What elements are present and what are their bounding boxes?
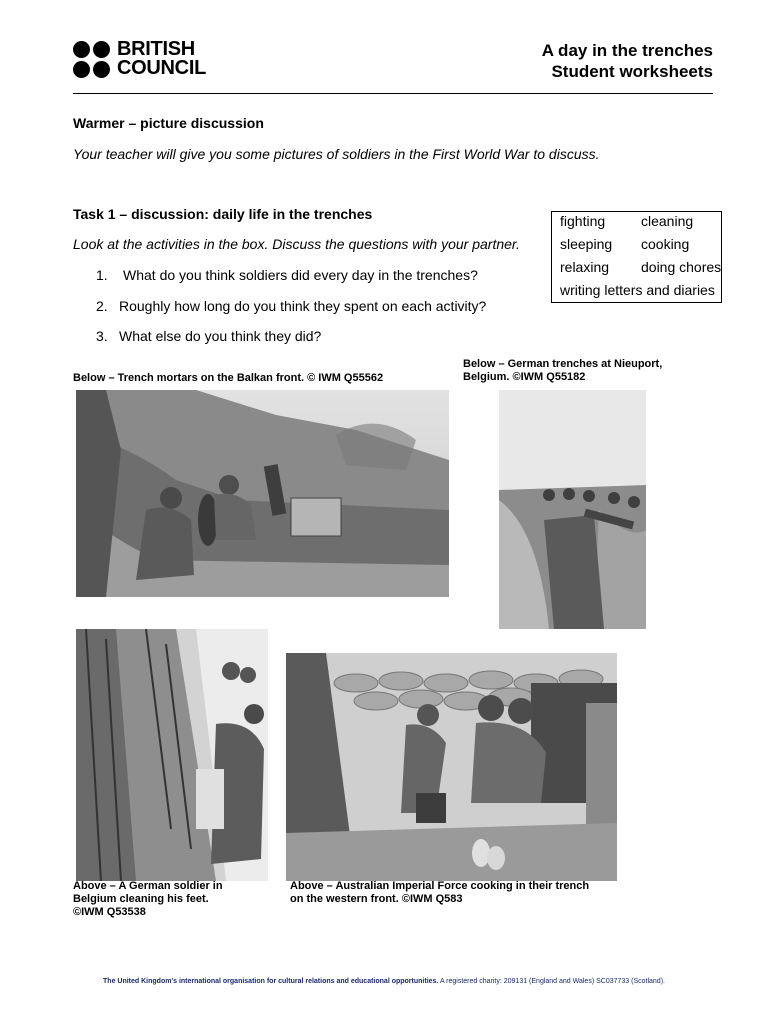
word-row-2: sleeping cooking — [560, 236, 690, 252]
word-row-4: writing letters and diaries — [560, 282, 715, 298]
photo-australian-cooking — [286, 653, 617, 881]
question-1: 1. What do you think soldiers did every day in the trenches? — [96, 267, 478, 283]
logo-dots-icon — [73, 41, 111, 79]
title-line-1: A day in the trenches — [541, 41, 713, 60]
logo-line-1: BRITISH — [117, 38, 195, 60]
question-3: 3. What else do you think they did? — [96, 328, 322, 344]
question-2: 2. Roughly how long do you think they spent on each activity? — [96, 298, 487, 314]
page-footer — [0, 978, 768, 985]
warmer-heading: Warmer – picture discussion — [73, 115, 264, 131]
warmer-instruction: Your teacher will give you some pictures of soldiers in the First World War to discuss. — [73, 146, 600, 162]
photo-german-trenches — [499, 390, 646, 629]
caption-australian: Above – Australian Imperial Force cooking in their trench on the western front. ©IWM Q583 — [290, 880, 590, 905]
photo-german-soldier-feet — [76, 629, 268, 881]
word-row-3: relaxing doing chores — [560, 259, 722, 275]
word-row-1: fighting cleaning — [560, 213, 694, 229]
photo-trench-mortars — [76, 390, 449, 597]
british-council-logo — [73, 40, 213, 78]
logo-wordmark — [117, 40, 206, 78]
logo-line-2: COUNCIL — [117, 57, 207, 79]
activities-word-box — [551, 211, 722, 303]
caption-german-trenches: Below – German trenches at Nieuport, Belgium. ©IWM Q55182 — [463, 358, 663, 383]
footer-charity: A registered charity: 209131 (England and Wales) SC037733 (Scotland). — [439, 978, 665, 985]
task1-instruction: Look at the activities in the box. Discuss the questions with your partner. — [73, 236, 520, 252]
footer-main: The United Kingdom's international organisation for cultural relations and educational opportunities. — [103, 978, 439, 985]
title-line-2: Student worksheets — [551, 62, 713, 81]
document-title — [542, 40, 713, 82]
task1-heading: Task 1 – discussion: daily life in the trenches — [73, 206, 373, 222]
header-divider — [73, 93, 713, 94]
caption-mortars: Below – Trench mortars on the Balkan front. © IWM Q55562 — [73, 372, 384, 384]
caption-german-soldier: Above – A German soldier in Belgium cleaning his feet. ©IWM Q53538 — [73, 880, 223, 918]
